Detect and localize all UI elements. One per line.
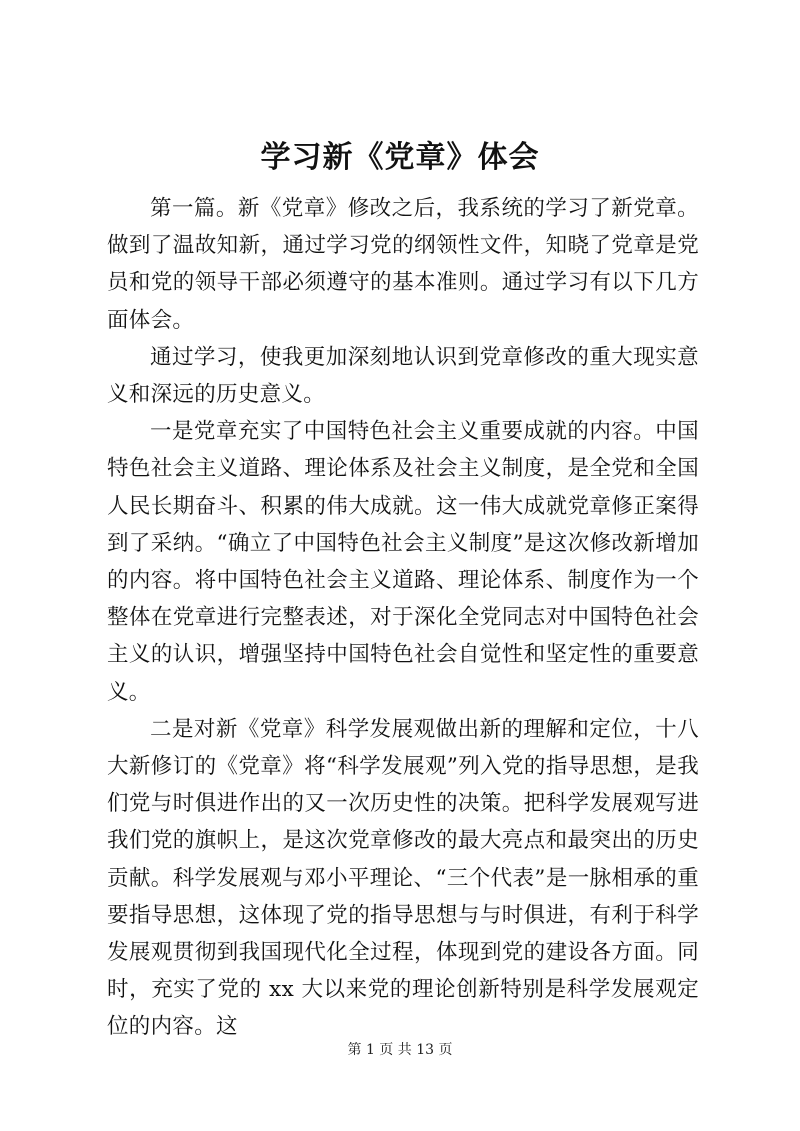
paragraph-4: 二是对新《党章》科学发展观做出新的理解和定位，十八大新修订的《党章》将“科学发展观”列入党的指导思想，是我们党与时俱进作出的又一次历史性的决策。把科学发展观写进我们党的旗帜上，是这次党章修改的最大亮点和最突出的历史贡献。科学发展观与邓小平理论、“三个代表”是一脉相承的重要指导思想，这体现了党的指导思想与与时俱进，有利于科学发展观贯彻到我国现代化全过程，体现到党的建设各方面。同时，充实了党的 xx 大以来党的理论创新特别是科学发展观定位的内容。这 — [107, 716, 699, 1040]
paragraph-3: 一是党章充实了中国特色社会主义重要成就的内容。中国特色社会主义道路、理论体系及社会主义制度，是全党和全国人民长期奋斗、积累的伟大成就。这一伟大成就党章修正案得到了采纳。“确立了中国特色社会主义制度”是这次修改新增加的内容。将中国特色社会主义道路、理论体系、制度作为一个整体在党章进行完整表述，对于深化全党同志对中国特色社会主义的认识，增强坚持中国特色社会自觉性和坚定性的重要意义。 — [107, 419, 699, 705]
document-title: 学习新《党章》体会 — [260, 140, 540, 175]
paragraph-1: 第一篇。新《党章》修改之后，我系统的学习了新党章。做到了温故知新，通过学习党的纲领性文件，知晓了党章是党员和党的领导干部必须遵守的基本准则。通过学习有以下几方面体会。 — [107, 196, 699, 333]
paragraph-2: 通过学习，使我更加深刻地认识到党章修改的重大现实意义和深远的历史意义。 — [107, 344, 699, 408]
page-number-footer: 第 1 页 共 13 页 — [347, 1042, 453, 1058]
document-body — [107, 190, 699, 1046]
